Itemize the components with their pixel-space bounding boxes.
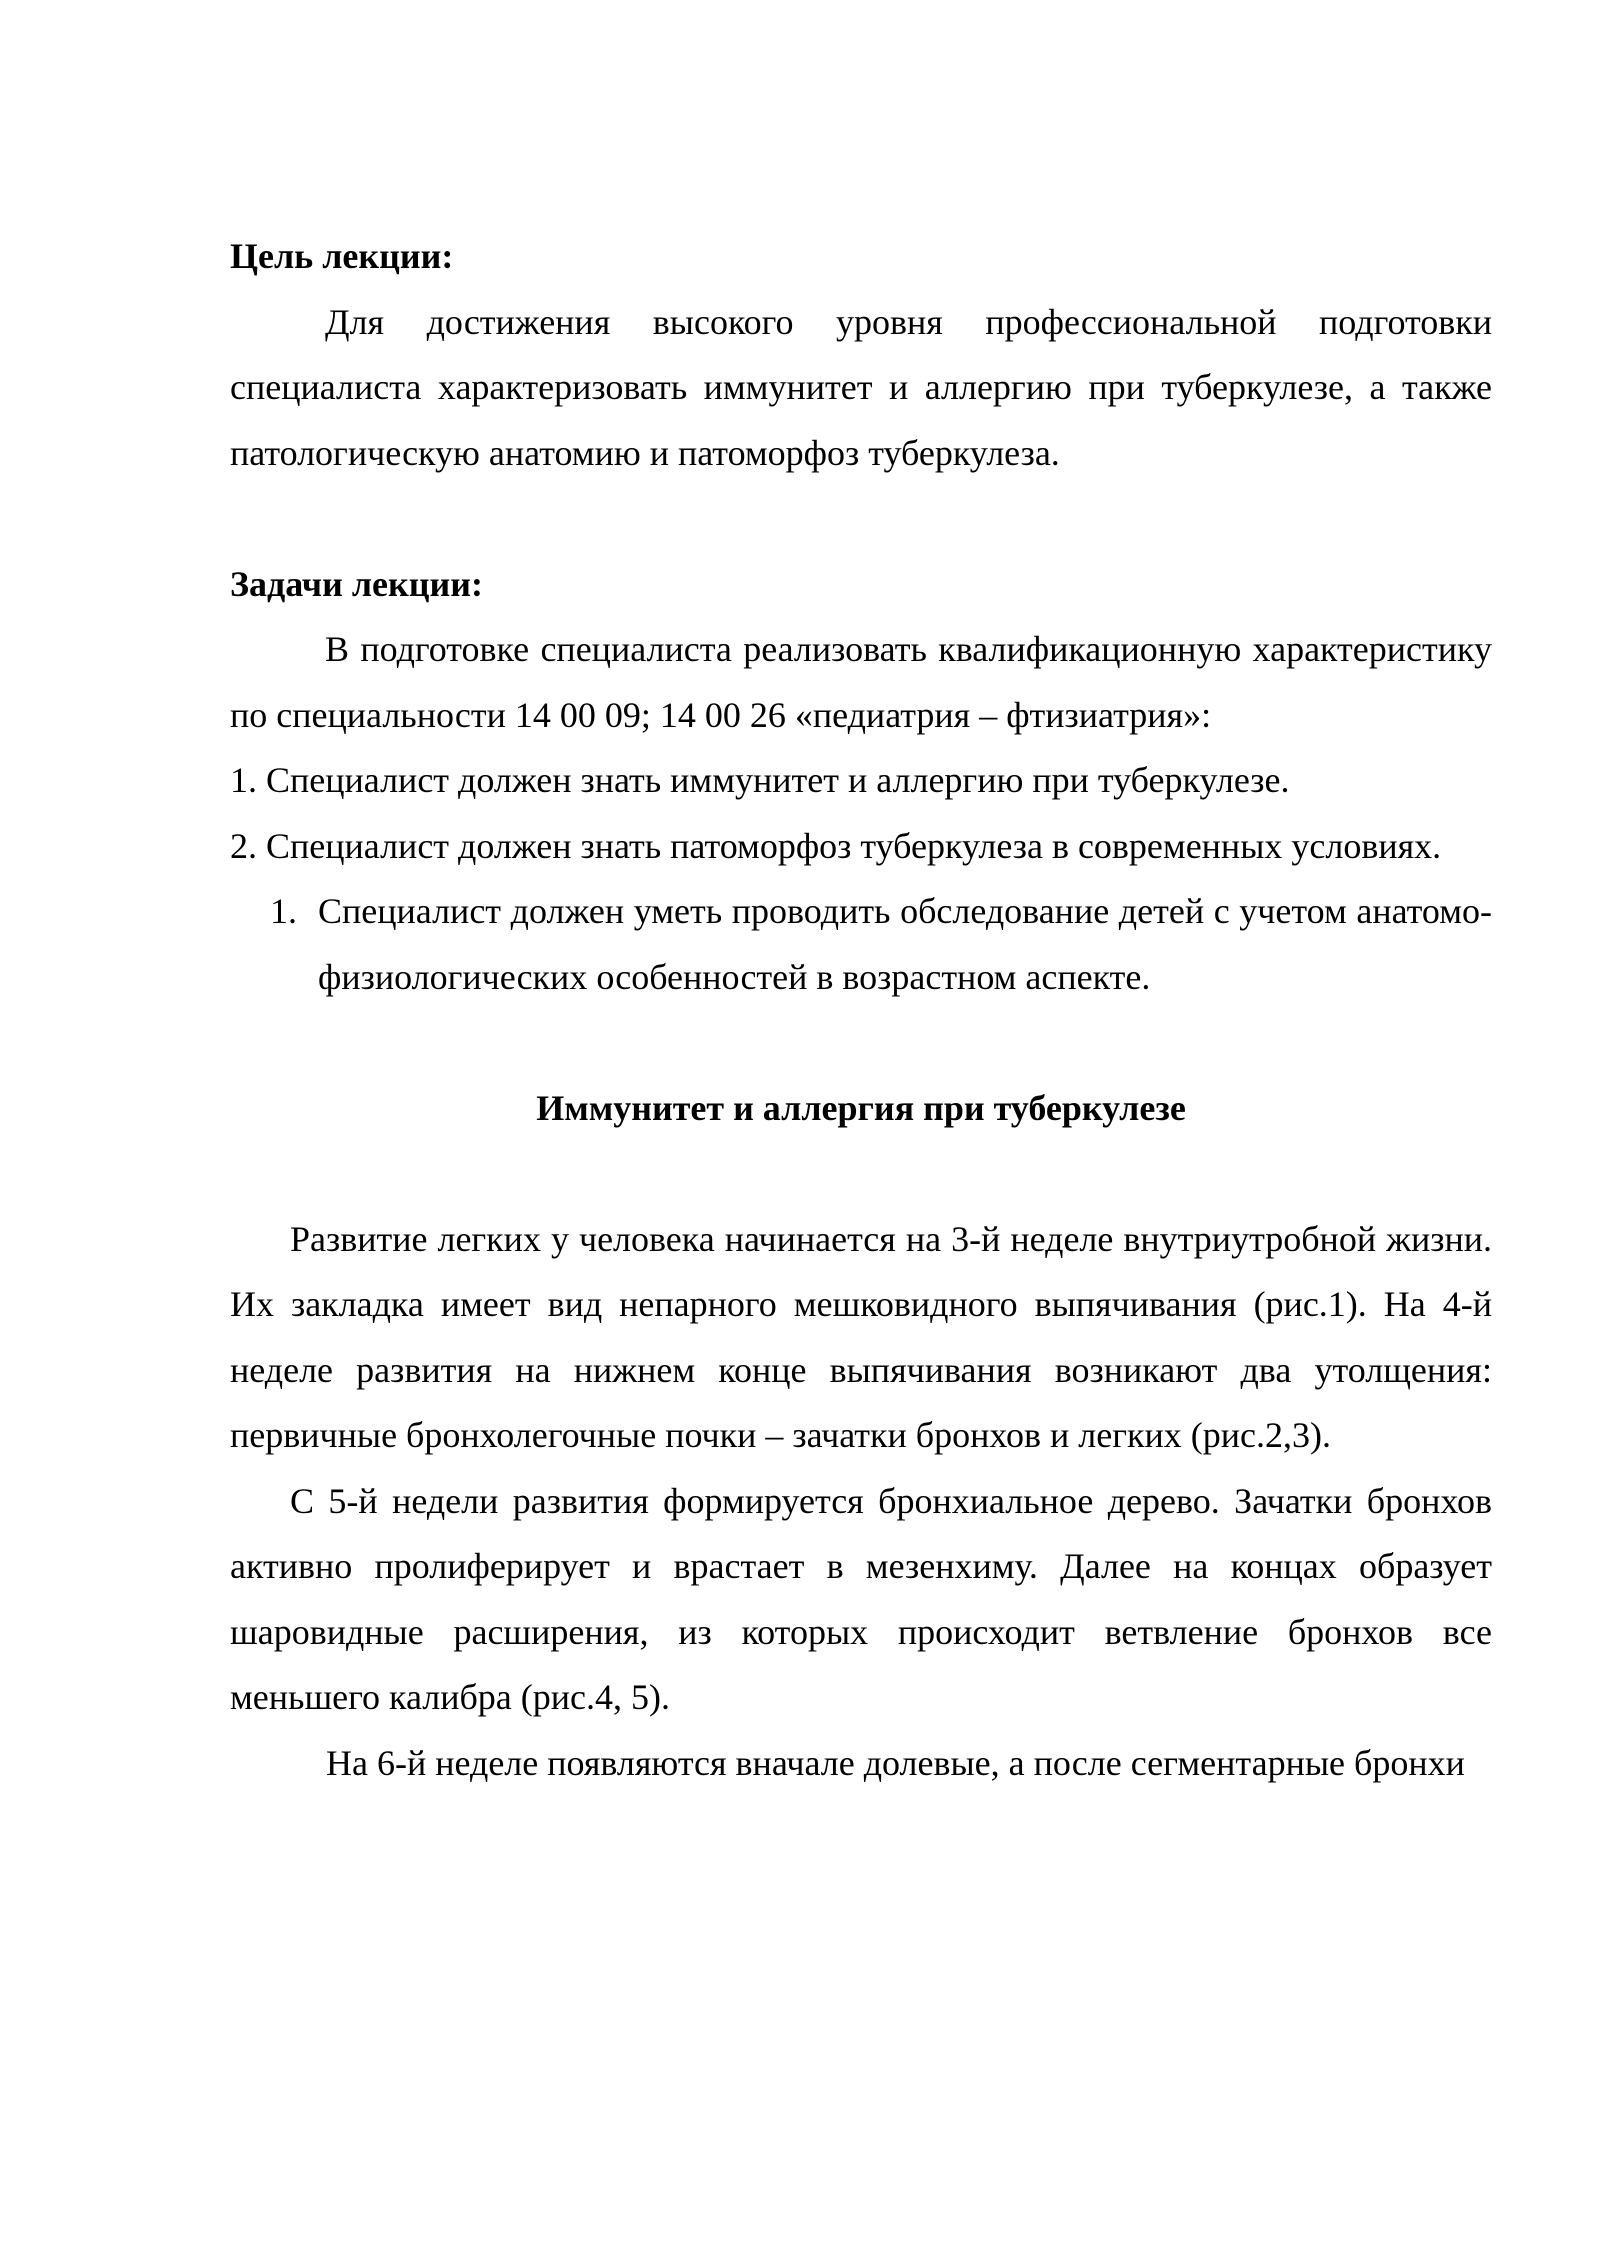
section-paragraph-1: Развитие легких у человека начинается на 3-й неделе внутриутробной жизни. Их закладка имеет вид непарного мешковидного выпячивания (рис.1). На 4-й неделе развития на нижнем конце выпячивания возникают два утолщения: первичные бронхолегочные почки – зачатки бронхов и легких (рис.2,3).	[230, 1218, 1492, 1455]
tasks-heading: Задачи лекции:	[230, 563, 483, 604]
section-title: Иммунитет и аллергия при туберкулезе	[536, 1087, 1186, 1128]
document-body	[230, 224, 1492, 1796]
spacer	[230, 1141, 1492, 1207]
task-item-2: 2. Специалист должен знать патоморфоз туберкулеза в современных условиях.	[230, 825, 1442, 866]
task-item-3-number: 1.	[270, 891, 297, 931]
task-item-3-text: Специалист должен уметь проводить обследование детей с учетом анатомо-физиологических особенностей в возрастном аспекте.	[318, 891, 1492, 997]
task-item-1: 1. Специалист должен знать иммунитет и аллергию при туберкулезе.	[230, 760, 1290, 800]
spacer	[230, 486, 1492, 552]
goal-heading: Цель лекции:	[230, 236, 454, 276]
spacer	[230, 1010, 1492, 1076]
section-paragraph-3-text: На 6-й неделе появляются вначале долевые, а после сегментарные бронхи	[326, 1742, 1465, 1783]
task-item-3	[230, 879, 1492, 1010]
section-paragraph-2: С 5-й недели развития формируется бронхиальное дерево. Зачатки бронхов активно пролиферирует и врастает в мезенхиму. Далее на концах образует шаровидные расширения, из которых происходит ветвление бронхов все меньшего калибра (рис.4, 5).	[230, 1480, 1492, 1717]
section-paragraph-3	[230, 1731, 1492, 1797]
goal-paragraph: Для достижения высокого уровня профессиональной подготовки специалиста характеризовать иммунитет и аллергию при туберкулезе, а также патологическую анатомию и патоморфоз туберкулеза.	[230, 301, 1492, 473]
tasks-intro-paragraph: В подготовке специалиста реализовать квалификационную характеристику по специальности 14 00 09; 14 00 26 «педиатрия – фтизиатрия»:	[230, 629, 1492, 735]
